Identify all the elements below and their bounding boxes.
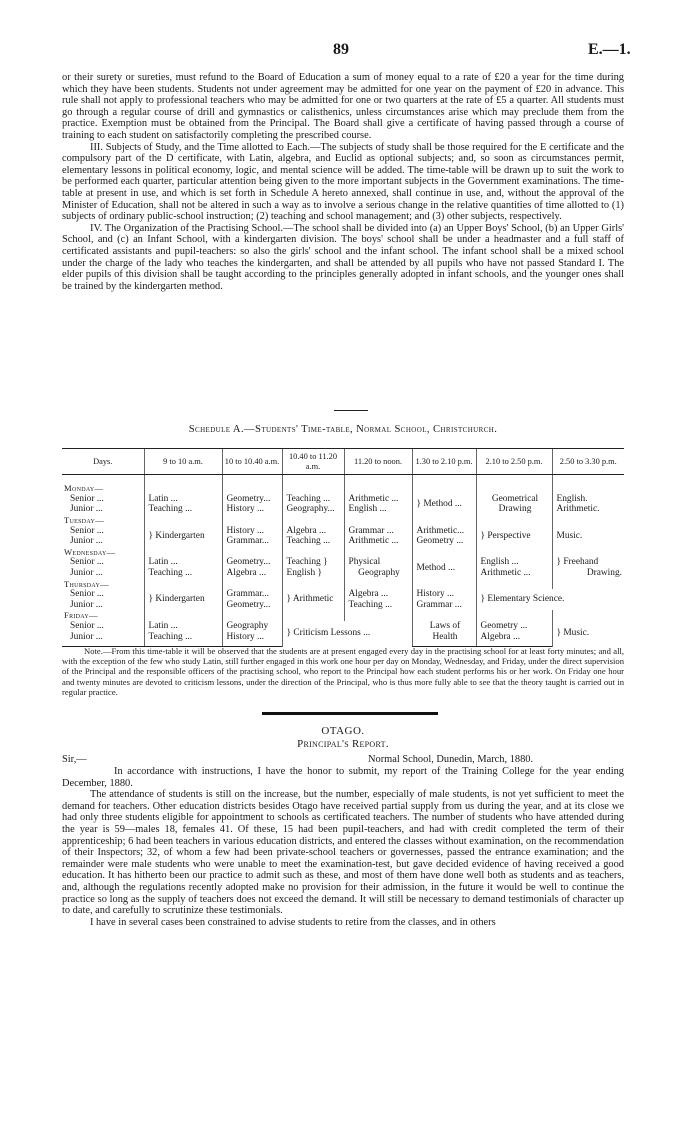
day-label: Wednesday— <box>64 546 116 557</box>
table-cell: Music. <box>552 526 624 547</box>
letter-heading <box>62 754 624 766</box>
time-table <box>62 448 624 647</box>
table-cell: Algebra ... <box>222 568 282 579</box>
table-cell: Health <box>412 632 476 647</box>
day-label: Tuesday— <box>64 514 105 525</box>
table-cell: Arithmetic ... <box>476 568 552 579</box>
table-row: Junior ... Geometry... Teaching ... Grammar ... <box>62 600 624 611</box>
place-date: Normal School, Dunedin, March, 1880. <box>368 754 534 765</box>
table-cell: Teaching ... <box>144 632 222 647</box>
table-cell: } Freehand <box>552 557 624 568</box>
column-header: 9 to 10 a.m. <box>144 449 222 475</box>
table-cell: Geography <box>344 568 412 579</box>
table-cell: Physical <box>344 557 412 568</box>
table-cell: Teaching ... <box>282 536 344 547</box>
section-divider <box>262 712 438 715</box>
table-cell: History ... <box>222 504 282 515</box>
table-cell: Method ... <box>412 557 476 578</box>
table-cell: English ... <box>344 504 412 515</box>
table-row: Senior ... } Kindergarten Grammar... } Arithmetic Algebra ... History ... } Elementary Science. <box>62 589 624 600</box>
table-cell: Geometry... <box>222 557 282 568</box>
page-number: 89 <box>333 41 349 58</box>
table-cell: Arithmetic ... <box>344 494 412 505</box>
table-cell: Drawing <box>476 504 552 515</box>
table-cell: } Perspective <box>476 526 552 547</box>
table-cell: Algebra ... <box>476 632 552 647</box>
table-row: Junior ... Teaching ... History ... Health Algebra ... <box>62 632 624 647</box>
table-cell: Algebra ... <box>344 589 412 600</box>
table-cell: History ... <box>222 632 282 647</box>
table-cell: Geography... <box>282 504 344 515</box>
table-cell: Teaching ... <box>144 568 222 579</box>
table-cell: Grammar... <box>222 536 282 547</box>
column-header: Days. <box>62 449 144 475</box>
table-cell: Teaching ... <box>344 600 412 611</box>
day-label: Monday— <box>64 483 104 494</box>
table-cell: Geometry ... <box>412 536 476 547</box>
table-cell: Grammar ... <box>412 600 476 611</box>
table-cell: Latin ... <box>144 494 222 505</box>
table-cell: History ... <box>222 526 282 537</box>
paragraph-subjects-of-study: III. Subjects of Study, and the Time allotted to Each.—The subjects of study shall be those required for the E certificate and the compulsory part of the D certificate, with Latin, algebra, and Euclid as optional subjects; and, so soon as circumstances permit, elementary lessons in political economy, logic, and mental science will be added. The time-table will be drawn up to suit the work to be performed each quarter, particular attention being given to the more important subjects in the Government examinations. The time-table at present in use, and which is set forth in Schedule A hereto annexed, shall continue in use, and, without the approval of the Minister of Education, shall not be altered in such a way as to involve a serious change in the relative quantities of time allotted to (1) subjects of ordinary public-school instruction; (2) teaching and school management; and (3) other subjects, respectively. <box>62 141 624 223</box>
table-cell: Laws of <box>412 621 476 632</box>
table-cell: English } <box>282 568 344 579</box>
table-cell: } Criticism Lessons ... <box>282 621 412 647</box>
table-cell: English. <box>552 494 624 505</box>
table-cell: Arithmetic. <box>552 504 624 515</box>
table-cell: Arithmetic ... <box>344 536 412 547</box>
divider <box>334 410 368 411</box>
day-label: Friday— <box>64 610 98 621</box>
column-header: 1.30 to 2.10 p.m. <box>412 449 476 475</box>
table-cell: Latin ... <box>144 557 222 568</box>
table-cell: Teaching ... <box>282 494 344 505</box>
table-cell: Latin ... <box>144 621 222 632</box>
table-cell: Teaching ... <box>144 504 222 515</box>
table-cell: Geometrical <box>476 494 552 505</box>
table-cell: Geometry... <box>222 494 282 505</box>
paragraph: In accordance with instructions, I have the honor to submit, my report of the Training College for the year ending December, 1880. <box>62 766 624 789</box>
section-subtitle: Principal's Report. <box>297 738 389 750</box>
regulations-text <box>62 72 624 292</box>
paragraph: or their surety or sureties, must refund to the Board of Education a sum of money equal to a rate of £20 a year for the time during which they have been students. Students not under agreement may be admitted for one year on the payment of £20 in advance. This rule shall not apply to professional teachers who may be admitted for one or two quarters at the rate of £5 a quarter. All students must go through a regular course of drill and gymnastics or calisthenics, unless circumstances arise which may preclude them from the practice. Exemption must be obtained from the Principal. The Board shall give a certificate of having passed through a course of training to each student on satisfactorily completing the prescribed course. <box>62 72 624 141</box>
table-cell: Arithmetic... <box>412 526 476 537</box>
table-cell: Grammar ... <box>344 526 412 537</box>
column-header: 2.50 to 3.30 p.m. <box>552 449 624 475</box>
table-cell: } Method ... <box>412 494 476 515</box>
table-row: Senior ... } Kindergarten History ... Algebra ... Grammar ... Arithmetic... } Perspective Music. <box>62 526 624 537</box>
salutation: Sir,— <box>62 754 87 765</box>
table-row: Senior ... Latin ... Geometry... Teaching ... Arithmetic ... } Method ... Geometrical English. <box>62 494 624 505</box>
table-row: Junior ... Grammar... Teaching ... Arithmetic ... Geometry ... <box>62 536 624 547</box>
table-cell: } Kindergarten <box>144 526 222 547</box>
table-cell: Teaching } <box>282 557 344 568</box>
table-cell: } Kindergarten <box>144 589 222 610</box>
schedule-title: Schedule A.—Students' Time-table, Normal School, Christchurch. <box>188 424 498 435</box>
table-row: Senior ... Latin ... Geography } Criticism Lessons ... Laws of Geometry ... } Music. <box>62 621 624 632</box>
column-header: 11.20 to noon. <box>344 449 412 475</box>
table-cell: Grammar... <box>222 589 282 600</box>
paragraph: The attendance of students is still on the increase, but the number, especially of male students, is not yet sufficient to meet the demand for teachers. Other education districts besides Otago have received partial supply from us during the year, and at its close we had only three students eligible for appointment to schools as certificated teachers. The number of students who have attended during the year is 59—males 18, females 41. Of these, 15 had been pupil-teachers, and had with credit completed the term of their apprenticeship; 6 had been teachers in various education districts, and entered the classes without examination, on the recommendation of their Inspectors; 32, of whom a few had been private-school teachers or governesses, passed the entrance examination; and the remainder were male students who were unable to meet the examination-test, but gave decided evidence of having received a good education. It has hitherto been our practice to admit such as these, and most of them have done well both as students and as teachers, and, although the regulations recently adopted make no provision for their admission, in the future it would be well to continue the practice so long as the supply of teachers does not exceed the demand. It will still be necessary to demand testimonials of character up to date, and carefully to scrutinize these testimonials. <box>62 789 624 917</box>
column-header: 10.40 to 11.20 a.m. <box>282 449 344 475</box>
table-cell: Geometry ... <box>476 621 552 632</box>
table-cell: } Music. <box>552 621 624 647</box>
table-cell: English ... <box>476 557 552 568</box>
day-label: Thursday— <box>64 578 109 589</box>
table-note: Note.—From this time-table it will be observed that the students are at present engaged every day in the practising school for at least forty minutes; and all, with the exception of the few who study Latin, still further engaged in this work one hour per day on Monday, Wednesday, and Friday, under the direct supervision of the Principal and the responsible officers of the practising school, who report to the Principal how each student performs his or her work. On Friday one hour and twenty minutes are devoted to criticism lessons, under the direction of the Principal, who is thus more fully able to see that the theory taught is carried out in regular practice. <box>62 646 624 697</box>
column-header: 10 to 10.40 a.m. <box>222 449 282 475</box>
column-header: 2.10 to 2.50 p.m. <box>476 449 552 475</box>
paragraph-practising-school: IV. The Organization of the Practising School.—The school shall be divided into (a) an Upper Boys' School, (b) an Upper Girls' School, and (c) an Infant School, with a kindergarten division. The boys' school shall be under a headmaster and a full staff of certificated assistants and pupil-teachers: so also the girls' school and the infant school. The infant school shall be a mixed school under the charge of the lady who teaches the kindergarten, and shall be attended by all pupils who have not passed Standard I. The elder pupils of this division shall be taught according to the principles generally adopted in infant schools, and the younger ones shall be trained by the kindergarten method. <box>62 222 624 292</box>
table-cell: } Elementary Science. <box>476 589 624 610</box>
table-header-row <box>62 449 624 475</box>
table-cell: Geography <box>222 621 282 632</box>
table-cell: History ... <box>412 589 476 600</box>
table-cell: Drawing. <box>552 568 624 579</box>
section-title: OTAGO. <box>321 725 365 737</box>
paragraph: I have in several cases been constrained to advise students to retire from the classes, and in others <box>90 916 496 928</box>
table-row: Junior ... Teaching ... History ... Geography... English ... Drawing Arithmetic. <box>62 504 624 515</box>
table-cell: Algebra ... <box>282 526 344 537</box>
table-row: Junior ... Teaching ... Algebra ... English } Geography Arithmetic ... Drawing. <box>70 567 622 578</box>
table-row: Senior ... Latin ... Geometry... Teaching } Physical Method ... English ... } Freehand <box>62 557 624 568</box>
table-cell: } Arithmetic <box>282 589 344 610</box>
principal-report <box>62 766 624 928</box>
document-reference: E.—1. <box>588 41 631 58</box>
table-cell: Geometry... <box>222 600 282 611</box>
